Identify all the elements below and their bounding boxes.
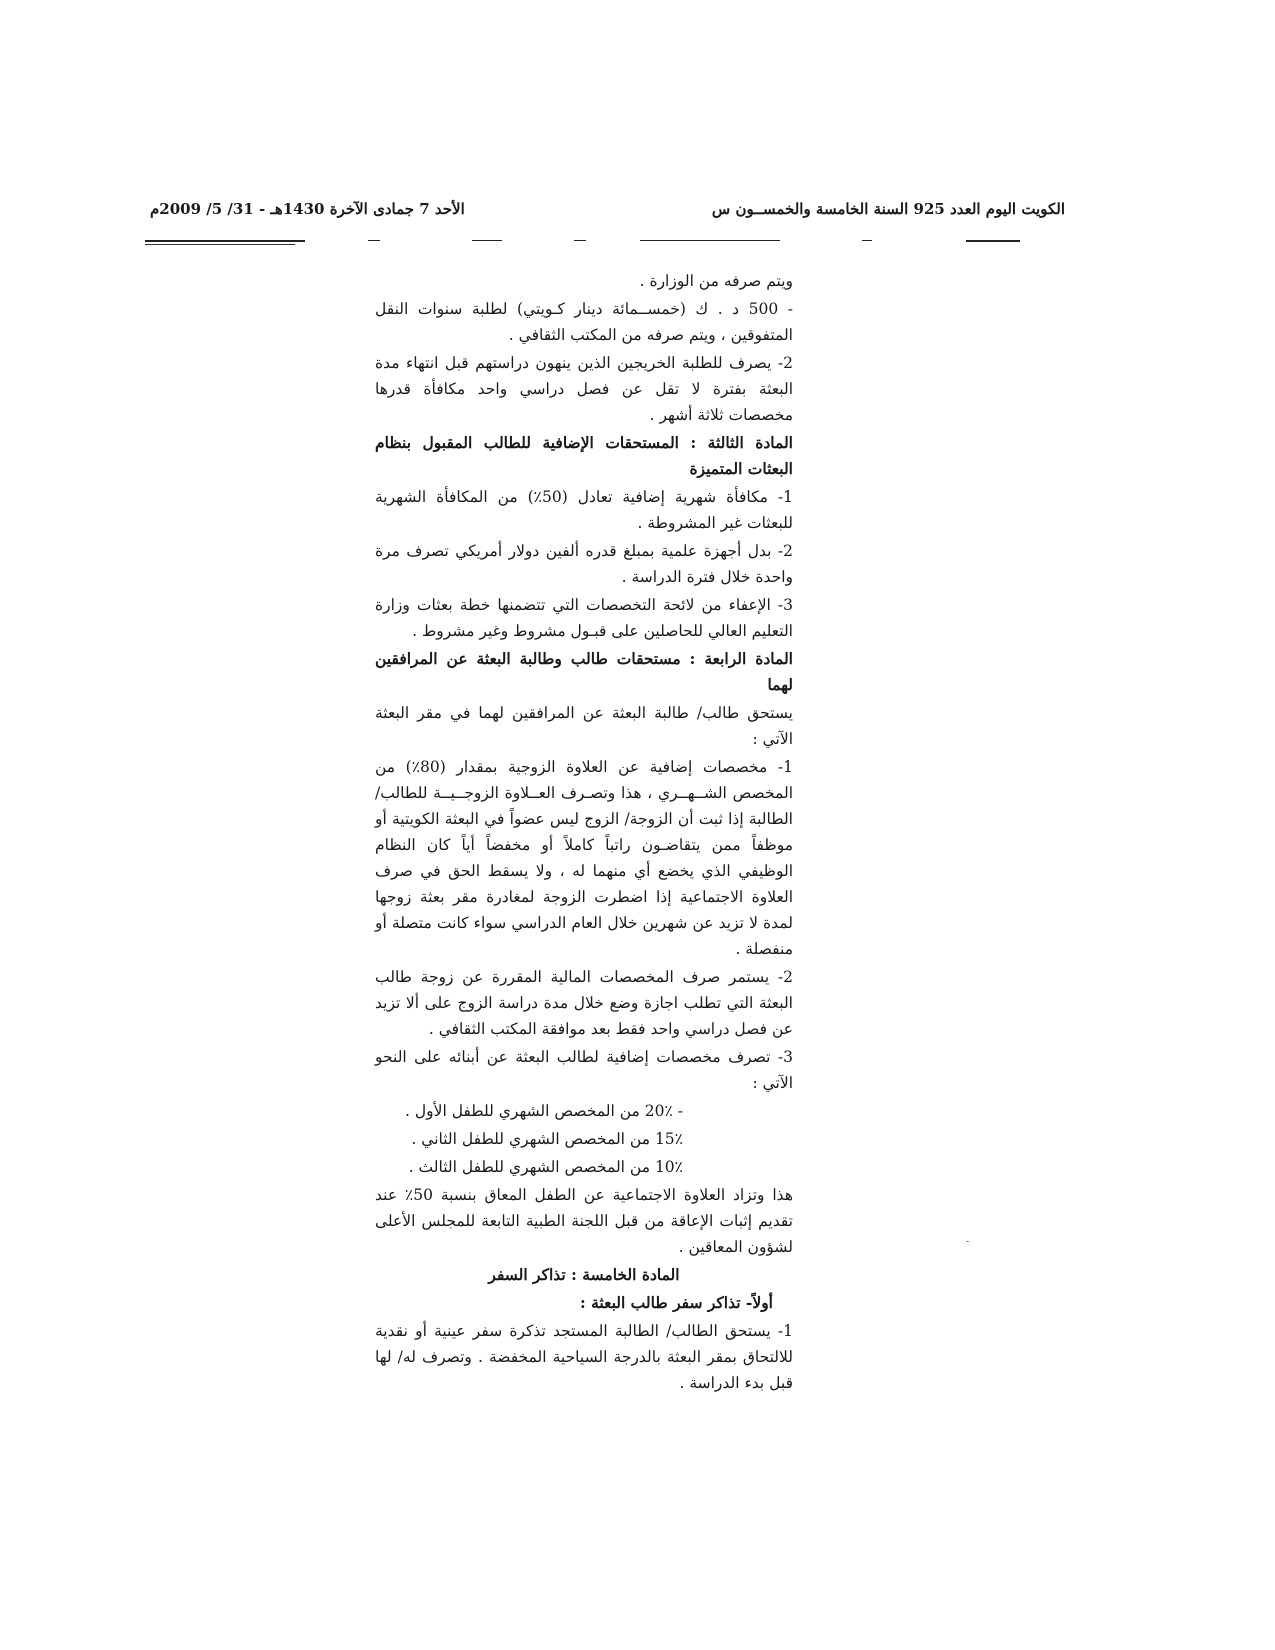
paragraph: 1- مكافأة شهرية إضافية تعادل (50٪) من المكافأة الشهرية للبعثات غير المشروطة .: [375, 488, 793, 532]
header-rule-dash-2: [472, 240, 502, 241]
page-header: [150, 200, 1065, 240]
header-rule-left-lower: [145, 244, 295, 245]
section-subheading: أولاً- تذاكر سفر طالب البعثة :: [579, 1293, 773, 1312]
list-item: 10٪ من المخصص الشهري للطفل الثالث .: [408, 1158, 683, 1176]
header-rule-left: [145, 240, 305, 242]
header-rule-right: [966, 240, 1020, 242]
article-heading: المادة الخامسة : تذاكر السفر: [488, 1265, 680, 1284]
header-rule-dash-4: [862, 240, 872, 241]
header-rule-center: [640, 240, 780, 241]
paragraph: ويتم صرفه من الوزارة .: [639, 272, 793, 290]
header-rule-dash-3: [574, 240, 586, 241]
paragraph: - 500 د . ك (خمســمائة دينار كـويتي) لطلبة سنوات النقل المتفوقين ، ويتم صرفه من المكتب الثقافي .: [375, 300, 793, 344]
header-publication-info: الكويت اليوم العدد 925 السنة الخامسة والخمســون س: [711, 200, 1065, 218]
paragraph: 1- يستحق الطالب/ الطالبة المستجد تذكرة سفر عينية أو نقدية للالتحاق بمقر البعثة بالدرجة السياحية المخفضة . وتصرف له/ لها قبل بدء الدراسة .: [375, 1322, 793, 1392]
header-date: الأحد 7 جمادى الآخرة 1430هـ - 31/ 5/ 2009م: [150, 200, 465, 218]
paragraph: هذا وتزاد العلاوة الاجتماعية عن الطفل المعاق بنسبة 50٪ عند تقديم إثبات الإعاقة من قبل اللجنة الطبية التابعة للمجلس الأعلى لشؤون المعاقين .: [375, 1186, 793, 1256]
list-item: - 20٪ من المخصص الشهري للطفل الأول .: [405, 1102, 683, 1120]
paragraph: 3- تصرف مخصصات إضافية لطالب البعثة عن أبنائه على النحو الآتي :: [375, 1048, 793, 1092]
paragraph: 2- يستمر صرف المخصصات المالية المقررة عن زوجة طالب البعثة التي تطلب اجازة وضع خلال مدة دراسة الزوج على ألا تزيد عن فصل دراسي واحد فقط بعد موافقة المكتب الثقافي .: [375, 968, 793, 1038]
paragraph: 2- يصرف للطلبة الخريجين الذين ينهون دراستهم قبل انتهاء مدة البعثة بفترة لا تقل عن فصل دراسي واحد مكافأة قدرها مخصصات ثلاثة أشهر .: [375, 354, 793, 424]
article-heading: المادة الرابعة : مستحقات طالب وطالبة البعثة عن المرافقين لهما: [375, 649, 793, 694]
list-item: 15٪ من المخصص الشهري للطفل الثاني .: [411, 1130, 683, 1148]
paragraph: 1- مخصصات إضافية عن العلاوة الزوجية بمقدار (80٪) من المخصص الشــهــري ، هذا وتصـرف العــلاوة الزوجــيــة للطالب/ الطالبة إذا ثبت أن الزوجة/ الزوج ليس عضواً في البعثة الكويتية أو موظفاً ممن يتقاضـون راتباً كاملاً أو مخفضاً أياً كان النظام الوظيفي الذي يخضع أي منهما له ، ولا يسقط الحق في صرف العلاوة الاجتماعية إذا اضطرت الزوجة لمغادرة مقر بعثة زوجها لمدة لا تزيد عن شهرين خلال العام الدراسي سواء كانت متصلة أو منفصلة .: [375, 758, 793, 958]
paragraph: يستحق طالب/ طالبة البعثة عن المرافقين لهما في مقر البعثة الآتي :: [375, 704, 793, 748]
scan-speck: [966, 1241, 969, 1242]
paragraph: 2- بدل أجهزة علمية بمبلغ قدره ألفين دولار أمريكي تصرف مرة واحدة خلال فترة الدراسة .: [375, 542, 793, 586]
article-body: [375, 268, 793, 1398]
article-heading: المادة الثالثة : المستحقات الإضافية للطالب المقبول بنظام البعثات المتميزة: [375, 433, 793, 478]
paragraph: 3- الإعفاء من لائحة التخصصات التي تتضمنها خطة بعثات وزارة التعليم العالي للحاصلين على قبـول مشروط وغير مشروط .: [375, 596, 793, 640]
header-rule-dash-1: [368, 240, 380, 241]
